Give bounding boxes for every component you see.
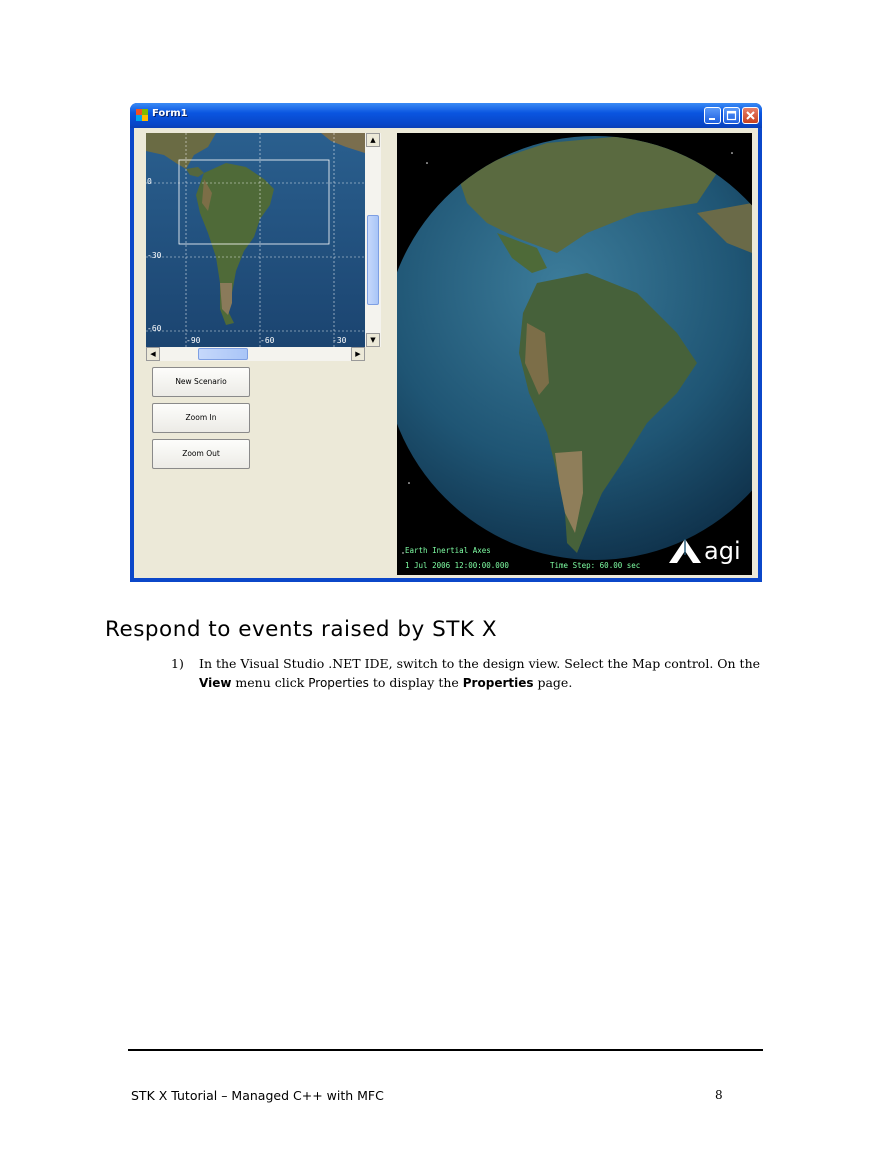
agi-logo-text: agi bbox=[704, 537, 741, 565]
horizontal-scrollbar[interactable] bbox=[146, 347, 365, 361]
lat-tick-30: -30 bbox=[147, 251, 162, 260]
maximize-icon bbox=[724, 108, 739, 123]
form-icon bbox=[136, 109, 148, 121]
lon-tick-60: -60 bbox=[260, 336, 275, 345]
zoom-in-button[interactable]: Zoom In bbox=[152, 403, 250, 433]
globe-control[interactable] bbox=[397, 133, 752, 575]
page-number: 8 bbox=[715, 1088, 723, 1102]
lon-tick-30: -30 bbox=[332, 336, 347, 345]
axes-label: Earth Inertial Axes bbox=[405, 546, 491, 555]
close-button[interactable] bbox=[742, 107, 759, 124]
vertical-scrollbar[interactable] bbox=[365, 133, 381, 347]
view-menu-term: View bbox=[199, 676, 232, 690]
map-image bbox=[146, 133, 365, 347]
datetime-label: 1 Jul 2006 12:00:00.000 bbox=[405, 561, 509, 570]
scroll-down-button[interactable]: ▼ bbox=[366, 333, 380, 347]
section-heading: Respond to events raised by STK X bbox=[105, 617, 498, 642]
timestep-label: Time Step: 60.00 sec bbox=[550, 561, 641, 570]
step-text-part: page. bbox=[533, 675, 573, 690]
lat-tick-60: -60 bbox=[147, 324, 162, 333]
new-scenario-button[interactable]: New Scenario bbox=[152, 367, 250, 397]
title-bar[interactable] bbox=[130, 103, 762, 128]
properties-command-term: Properties bbox=[308, 676, 369, 690]
scroll-right-button[interactable]: ▶ bbox=[351, 347, 365, 361]
minimize-icon bbox=[705, 108, 720, 123]
minimize-button[interactable] bbox=[704, 107, 721, 124]
scroll-left-button[interactable]: ◀ bbox=[146, 347, 160, 361]
step-number: 1) bbox=[171, 656, 184, 671]
step-text-part: to display the bbox=[368, 675, 463, 690]
lat-tick-0: 0 bbox=[147, 177, 152, 186]
horizontal-scroll-thumb[interactable] bbox=[198, 348, 248, 360]
scroll-up-button[interactable]: ▲ bbox=[366, 133, 380, 147]
map-control[interactable] bbox=[146, 133, 365, 347]
step-text-part: menu click bbox=[231, 675, 309, 690]
close-icon bbox=[743, 108, 758, 123]
lon-tick-90: -90 bbox=[186, 336, 201, 345]
footer-rule bbox=[128, 1049, 763, 1051]
window-title: Form1 bbox=[152, 108, 188, 119]
step-text-part: In the Visual Studio .NET IDE, switch to the design view. Select the Map control. On the bbox=[199, 656, 761, 671]
footer-title: STK X Tutorial – Managed C++ with MFC bbox=[131, 1088, 384, 1103]
maximize-button[interactable] bbox=[723, 107, 740, 124]
app-window bbox=[130, 103, 762, 582]
step-text bbox=[199, 654, 769, 693]
vertical-scroll-thumb[interactable] bbox=[367, 215, 379, 305]
form-client-area bbox=[134, 128, 758, 578]
zoom-out-button[interactable]: Zoom Out bbox=[152, 439, 250, 469]
properties-page-term: Properties bbox=[462, 676, 534, 690]
globe-image bbox=[397, 133, 752, 575]
